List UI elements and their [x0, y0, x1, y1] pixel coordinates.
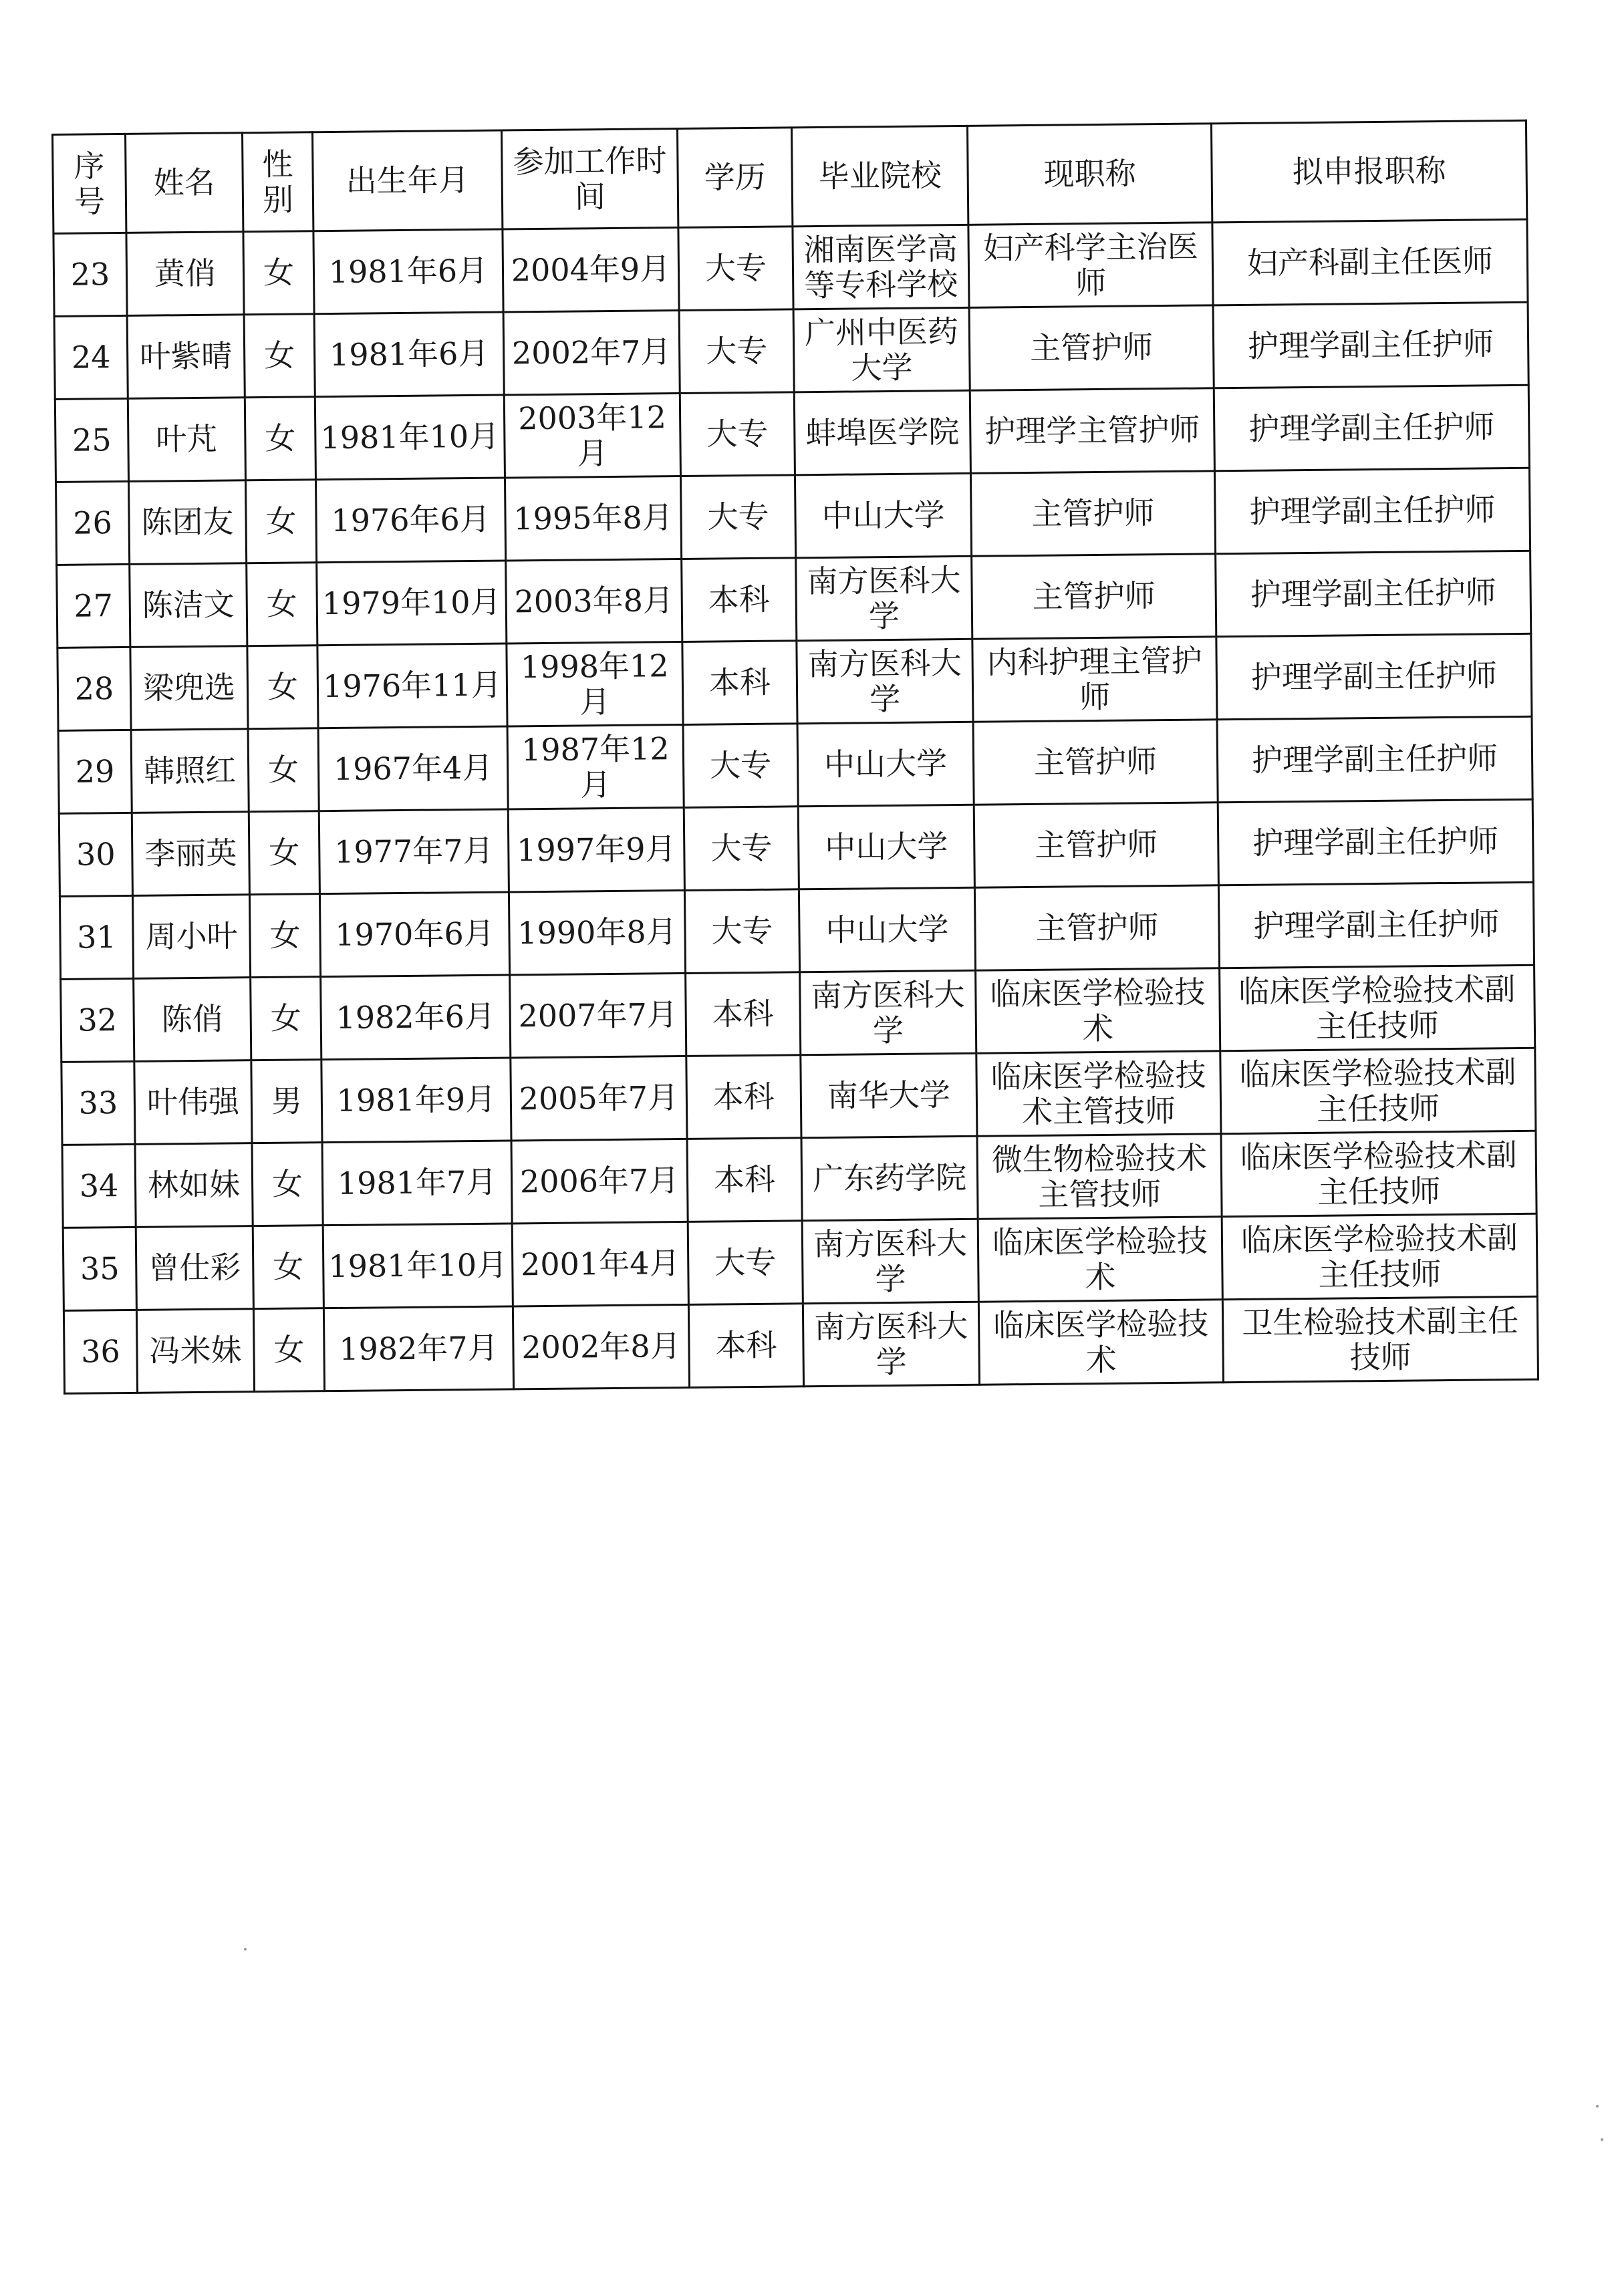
cell-birth-date: 1981年10月: [323, 1224, 513, 1308]
cell-seq: 34: [62, 1144, 136, 1228]
cell-gender: 女: [251, 977, 321, 1060]
cell-gender: 女: [249, 811, 319, 895]
cell-birth-date: 1977年7月: [319, 809, 509, 894]
cell-applied-title: 护理学副主任护师: [1213, 302, 1528, 388]
header-current-title: 现职称: [967, 124, 1212, 225]
cell-gender: 女: [247, 563, 317, 646]
cell-name: 冯米妹: [136, 1309, 254, 1393]
cell-applied-title: 护理学副主任护师: [1218, 799, 1533, 885]
scan-speck: [1596, 2105, 1599, 2108]
cell-education: 大专: [683, 724, 798, 808]
cell-birth-date: 1981年9月: [321, 1058, 511, 1143]
cell-gender: 女: [247, 645, 318, 729]
cell-applied-title: 护理学副主任护师: [1214, 468, 1530, 554]
cell-work-start: 1987年12月: [507, 724, 684, 809]
cell-applied-title: 妇产科副主任医师: [1212, 219, 1528, 305]
table-row: [62, 1131, 1536, 1228]
table-row: [61, 1048, 1536, 1145]
cell-work-start: 1998年12月: [507, 641, 683, 726]
cell-work-start: 2004年9月: [503, 228, 679, 313]
cell-applied-title: 临床医学检验技术副主任技师: [1222, 1213, 1537, 1300]
cell-name: 叶芃: [128, 398, 245, 482]
cell-work-start: 2002年8月: [513, 1304, 689, 1389]
cell-current-title: 主管护师: [972, 554, 1216, 639]
cell-school: 广州中医药大学: [793, 307, 970, 392]
table-row: [61, 965, 1535, 1062]
cell-education: 本科: [686, 1055, 801, 1139]
cell-work-start: 2007年7月: [510, 973, 686, 1058]
cell-education: 大专: [684, 807, 799, 891]
table-row: [55, 385, 1529, 482]
table-row: [59, 799, 1533, 896]
cell-gender: 女: [249, 894, 320, 978]
cell-work-start: 2001年4月: [512, 1222, 688, 1306]
cell-current-title: 主管护师: [970, 471, 1215, 556]
cell-birth-date: 1979年10月: [317, 561, 507, 645]
cell-seq: 29: [58, 730, 132, 813]
cell-education: 大专: [678, 227, 793, 311]
header-gender: 性别: [243, 132, 313, 232]
cell-applied-title: 护理学副主任护师: [1216, 633, 1532, 720]
cell-school: 湘南医学高等专科学校: [793, 225, 969, 309]
table-row: [56, 468, 1530, 565]
cell-school: 中山大学: [797, 722, 974, 807]
header-seq: [53, 134, 126, 233]
cell-name: 李丽英: [132, 812, 249, 896]
cell-name: 曾仕彩: [136, 1226, 253, 1310]
cell-seq: 24: [54, 315, 128, 399]
cell-education: 大专: [680, 475, 795, 559]
header-school: 毕业院校: [791, 126, 968, 227]
header-row: [53, 120, 1527, 233]
cell-education: 本科: [688, 1304, 803, 1388]
cell-name: 林如妹: [135, 1143, 253, 1228]
cell-name: 黄俏: [126, 232, 244, 316]
cell-work-start: 1990年8月: [509, 890, 685, 975]
table-row: [63, 1296, 1538, 1393]
cell-birth-date: 1982年7月: [323, 1306, 513, 1391]
cell-current-title: 主管护师: [974, 885, 1219, 970]
cell-seq: 36: [63, 1310, 137, 1393]
cell-current-title: 临床医学检验技术: [978, 1217, 1222, 1302]
cell-birth-date: 1982年6月: [321, 975, 511, 1060]
cell-seq: 32: [61, 978, 134, 1062]
cell-birth-date: 1970年6月: [319, 892, 509, 977]
cell-birth-date: 1981年10月: [315, 395, 505, 480]
cell-school: 南华大学: [801, 1053, 977, 1138]
cell-birth-date: 1981年7月: [322, 1141, 512, 1226]
header-name: 姓名: [126, 133, 243, 233]
cell-work-start: 2006年7月: [511, 1139, 688, 1224]
cell-applied-title: 护理学副主任护师: [1217, 716, 1532, 803]
cell-seq: 23: [53, 233, 127, 316]
cell-education: 本科: [682, 641, 797, 725]
cell-applied-title: 护理学副主任护师: [1218, 882, 1534, 968]
table-row: [53, 219, 1528, 316]
cell-seq: 25: [55, 398, 128, 482]
cell-seq: 30: [59, 813, 132, 896]
cell-school: 中山大学: [795, 473, 971, 558]
scan-speck: [1601, 2138, 1603, 2141]
cell-current-title: 主管护师: [973, 720, 1218, 805]
cell-work-start: 1997年9月: [508, 807, 684, 892]
cell-applied-title: 护理学副主任护师: [1214, 385, 1529, 471]
cell-applied-title: 卫生检验技术副主任技师: [1222, 1296, 1538, 1383]
cell-work-start: 2005年7月: [511, 1056, 687, 1141]
cell-education: 大专: [679, 309, 794, 394]
header-work-start: 参加工作时间: [501, 129, 678, 230]
cell-seq: 35: [63, 1227, 136, 1310]
cell-gender: 男: [251, 1060, 322, 1143]
cell-work-start: 1995年8月: [505, 476, 681, 561]
table-row: [58, 716, 1532, 813]
cell-school: 中山大学: [798, 805, 974, 889]
cell-school: 南方医科大学: [803, 1302, 979, 1387]
cell-gender: 女: [245, 480, 316, 563]
cell-school: 中山大学: [799, 887, 975, 972]
cell-birth-date: 1981年6月: [313, 229, 503, 314]
cell-education: 本科: [687, 1138, 802, 1222]
cell-applied-title: 临床医学检验技术副主任技师: [1221, 1131, 1536, 1217]
cell-birth-date: 1981年6月: [314, 312, 504, 397]
table-row: [59, 882, 1534, 979]
cell-school: 南方医科大学: [796, 556, 972, 641]
cell-education: 大专: [688, 1221, 803, 1305]
table-row: [54, 302, 1528, 399]
cell-name: 周小叶: [132, 895, 250, 979]
cell-work-start: 2003年12月: [504, 393, 680, 478]
cell-current-title: 主管护师: [969, 305, 1214, 390]
cell-current-title: 临床医学检验技术: [978, 1300, 1223, 1385]
cell-education: 本科: [682, 558, 797, 642]
cell-applied-title: 临床医学检验技术副主任技师: [1220, 1048, 1536, 1134]
cell-current-title: 护理学主管护师: [970, 388, 1214, 473]
cell-gender: 女: [244, 314, 315, 398]
cell-work-start: 2003年8月: [506, 559, 682, 643]
header-seq-label: 序号: [74, 147, 106, 220]
cell-current-title: 主管护师: [974, 803, 1218, 887]
cell-school: 广东药学院: [801, 1136, 978, 1221]
cell-current-title: 内科护理主管护师: [972, 637, 1217, 722]
cell-applied-title: 临床医学检验技术副主任技师: [1220, 965, 1535, 1051]
cell-education: 本科: [686, 972, 801, 1056]
cell-work-start: 2002年7月: [503, 310, 680, 395]
cell-seq: 26: [56, 481, 130, 565]
cell-seq: 33: [61, 1061, 135, 1145]
table-row: [57, 633, 1532, 730]
cell-gender: 女: [252, 1143, 323, 1226]
cell-name: 韩照红: [131, 729, 249, 813]
cell-seq: 31: [59, 895, 133, 979]
cell-current-title: 临床医学检验技术: [976, 968, 1220, 1053]
cell-gender: 女: [253, 1226, 323, 1309]
cell-education: 大专: [680, 392, 795, 476]
cell-name: 陈团友: [129, 480, 247, 565]
cell-name: 叶伟强: [134, 1060, 252, 1145]
cell-birth-date: 1976年11月: [317, 643, 507, 728]
cell-school: 南方医科大学: [797, 639, 973, 724]
table-row: [63, 1213, 1537, 1310]
cell-gender: 女: [243, 231, 314, 315]
cell-current-title: 临床医学检验技术主管技师: [976, 1051, 1221, 1136]
cell-school: 蚌埠医学院: [794, 390, 970, 475]
cell-birth-date: 1967年4月: [318, 726, 508, 811]
cell-seq: 28: [57, 647, 131, 730]
cell-gender: 女: [248, 728, 319, 812]
header-education: 学历: [677, 128, 792, 228]
cell-name: 叶紫晴: [127, 315, 245, 399]
scan-speck: [244, 1948, 247, 1951]
cell-applied-title: 护理学副主任护师: [1216, 551, 1531, 637]
cell-education: 大专: [684, 889, 799, 974]
cell-name: 梁兜选: [130, 646, 248, 730]
document-sheet: [51, 120, 1539, 1395]
cell-name: 陈洁文: [130, 563, 247, 648]
cell-seq: 27: [57, 564, 130, 648]
cell-school: 南方医科大学: [800, 970, 976, 1055]
cell-current-title: 妇产科学主治医师: [968, 223, 1213, 307]
cell-name: 陈俏: [134, 978, 251, 1062]
header-birth-date: 出生年月: [312, 130, 502, 231]
cell-school: 南方医科大学: [802, 1219, 978, 1304]
header-applied-title: 拟申报职称: [1211, 120, 1526, 223]
staff-roster-table: [51, 120, 1539, 1395]
table-row: [57, 551, 1531, 648]
cell-gender: 女: [245, 397, 315, 480]
cell-current-title: 微生物检验技术主管技师: [977, 1134, 1222, 1219]
cell-gender: 女: [253, 1308, 324, 1392]
cell-birth-date: 1976年6月: [315, 478, 505, 563]
